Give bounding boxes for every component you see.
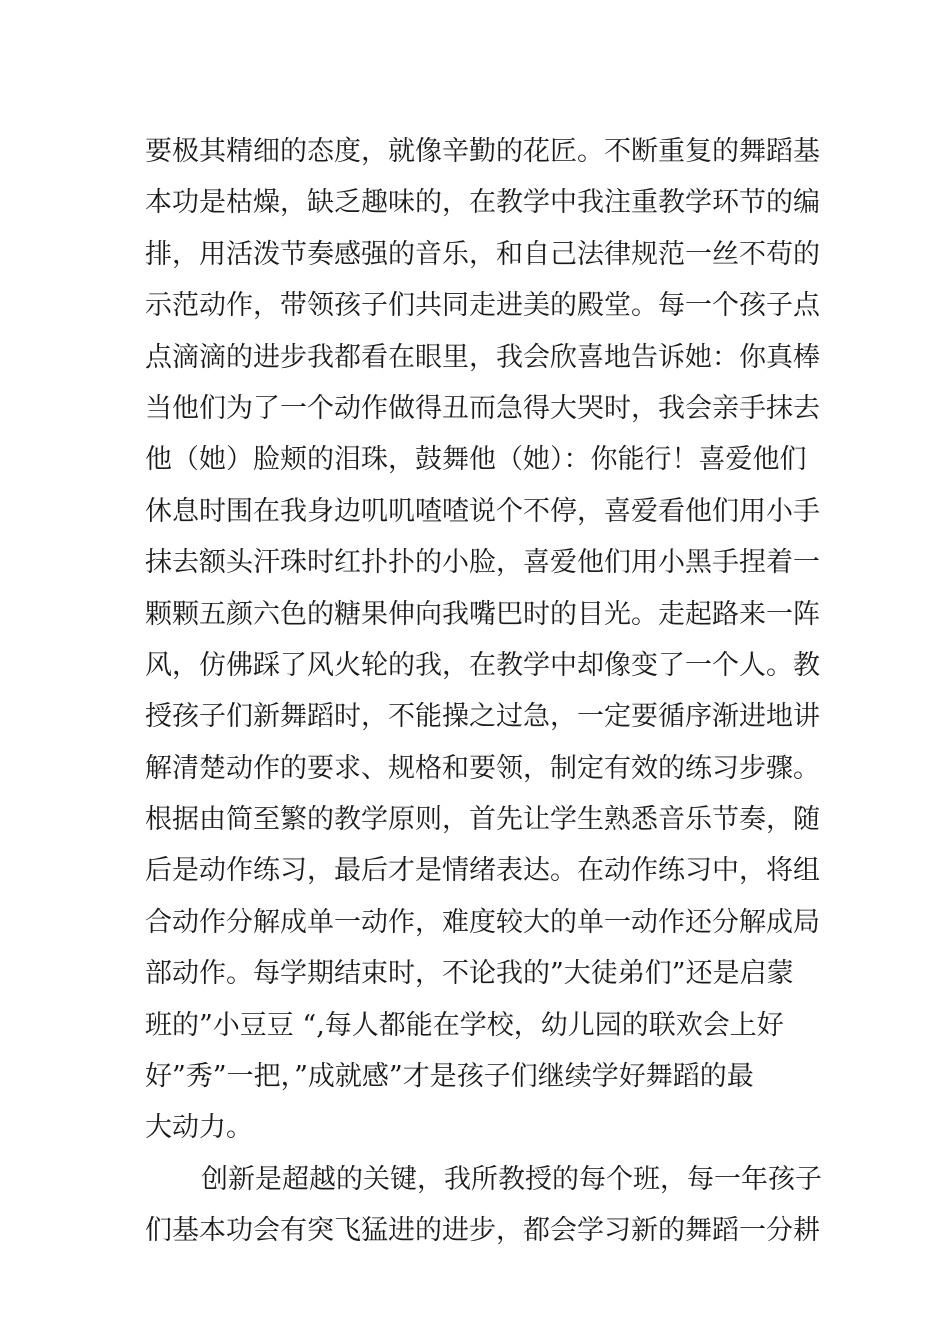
text-line: 风，仿佛踩了风火轮的我，在教学中却像变了一个人。教 [145,649,820,681]
text-line: 好”秀”一把，”成就感”才是孩子们继续学好舞蹈的最 [145,1061,754,1093]
text-line: 他（她）脸颊的泪珠，鼓舞他（她）：你能行！喜爱他们 [145,444,807,476]
text-line: 抹去额头汗珠时红扑扑的小脸，喜爱他们用小黑手捏着一 [145,547,820,579]
text-line: 部动作。每学期结束时，不论我的”大徒弟们”还是启蒙 [145,958,794,990]
text-line: 当他们为了一个动作做得丑而急得大哭时，我会亲手抹去 [145,392,820,424]
text-line: 示范动作，带领孩子们共同走进美的殿堂。每一个孩子点 [145,290,820,322]
text-line: 授孩子们新舞蹈时，不能操之过急，一定要循序渐进地讲 [145,701,820,733]
text-line: 班的”小豆豆 “,每人都能在学校，幼儿园的联欢会上好 [145,1009,784,1041]
paragraph-first-line: 创新是超越的关键，我所教授的每个班，每一年孩子 [201,1163,822,1195]
text-line: 们基本功会有突飞猛进的进步，都会学习新的舞蹈一分耕 [145,1215,820,1247]
text-line: 颗颗五颜六色的糖果伸向我嘴巴时的目光。走起路来一阵 [145,598,820,630]
text-line: 合动作分解成单一动作，难度较大的单一动作还分解成局 [145,906,820,938]
body-text [145,126,822,1257]
text-line: 大动力。 [145,1112,253,1144]
text-line: 本功是枯燥，缺乏趣味的，在教学中我注重教学环节的编 [145,187,820,219]
text-line: 排，用活泼节奏感强的音乐，和自己法律规范一丝不苟的 [145,238,820,270]
text-line: 休息时围在我身边叽叽喳喳说个不停，喜爱看他们用小手 [145,495,820,527]
text-line: 点滴滴的进步我都看在眼里，我会欣喜地告诉她：你真棒 [145,341,820,373]
text-line: 后是动作练习，最后才是情绪表达。在动作练习中，将组 [145,855,820,887]
text-line: 根据由简至繁的教学原则，首先让学生熟悉音乐节奏，随 [145,804,820,836]
text-line: 要极其精细的态度，就像辛勤的花匠。不断重复的舞蹈基 [145,136,820,167]
text-line: 解清楚动作的要求、规格和要领，制定有效的练习步骤。 [145,752,820,784]
